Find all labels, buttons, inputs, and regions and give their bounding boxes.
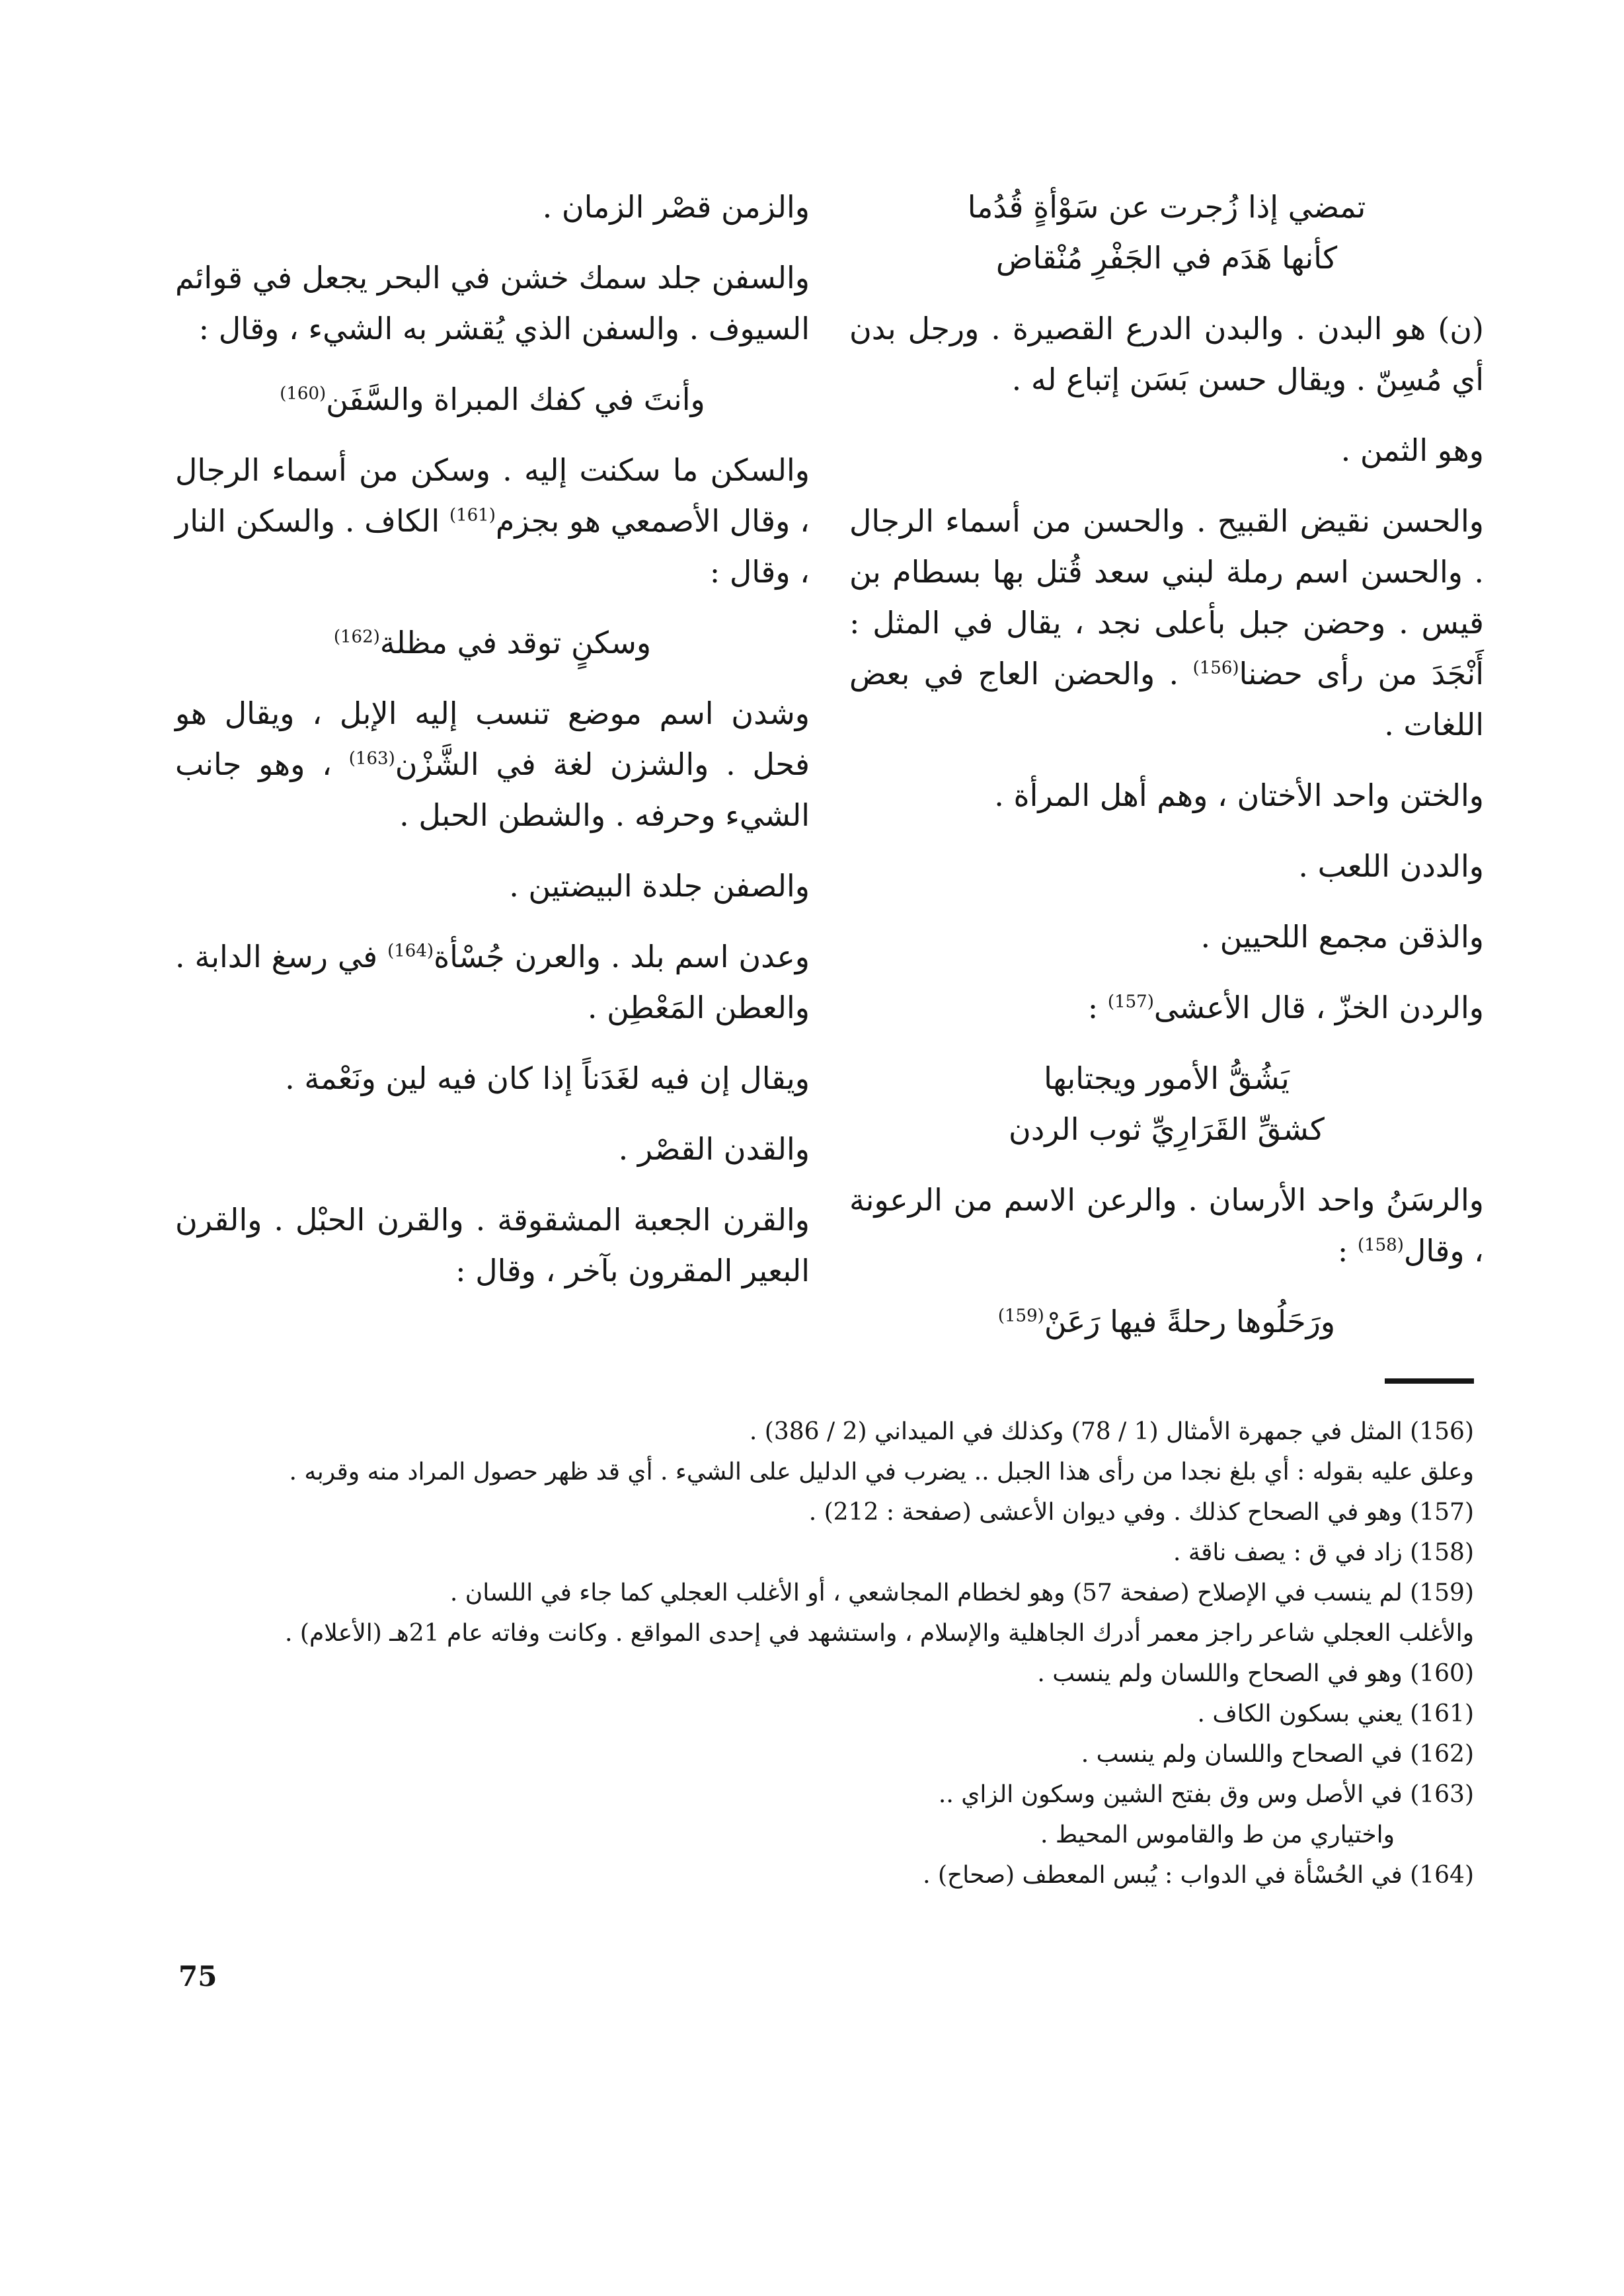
footnote-156: (156) المثل في جمهرة الأمثال (1 / 78) وكذلك في الميداني (2 / 386) .: [749, 1418, 1474, 1445]
paragraph-safan: والسفن جلد سمك خشن في البحر يجعل في قوائم السيوف . والسفن الذي يُقشر به الشيء ، وقال :: [175, 260, 810, 346]
paragraph-ghadan: ويقال إن فيه لغَدَناً إذا كان فيه لين ونَعْمة .: [285, 1060, 810, 1096]
paragraph-badan: (ن) هو البدن . والبدن الدرع القصيرة . ورجل بدن أي مُسِنّ . ويقال حسن بَسَن إتباع له .: [849, 311, 1484, 397]
left-text-column: [175, 182, 810, 1316]
paragraph-qarn: والقرن الجعبة المشقوقة . والقرن الحبْل . والقرن البعير المقرون بآخر ، وقال :: [175, 1202, 810, 1288]
footnote-158: (158) زاد في ق : يصف ناقة .: [1173, 1539, 1474, 1566]
footnote-163-continued: واختياري من ط والقاموس المحيط .: [1040, 1821, 1395, 1848]
verse-3: [849, 1296, 1484, 1347]
footnote-162: (162) في الصحاح واللسان ولم ينسب .: [1081, 1741, 1474, 1768]
paragraph-text: :: [1087, 990, 1108, 1025]
page-number: 75: [178, 1960, 217, 1993]
paragraph-rasan: [849, 1175, 1484, 1277]
footnote-separator: [1385, 1378, 1474, 1384]
verse-4: [175, 374, 810, 425]
verse-line: [175, 374, 810, 425]
paragraph-husn: [849, 496, 1484, 750]
footnote-159: (159) لم ينسب في الإصلاح (صفحة 57) وهو لخطام المجاشعي ، أو الأغلب العجلي كما جاء في اللسان .: [449, 1579, 1474, 1606]
paragraph-text: والسكن ما سكنت إليه . وسكن من أسماء الرجال ، وقال الأصمعي هو بجزم: [175, 452, 810, 539]
footnote-157: (157) وهو في الصحاح كذلك . وفي ديوان الأعشى (صفحة : 212) .: [808, 1499, 1474, 1526]
footnote-161: (161) يعني بسكون الكاف .: [1197, 1700, 1474, 1727]
paragraph-text: والردن الخزّ ، قال الأعشى: [1153, 990, 1484, 1025]
paragraph-text: وعدن اسم بلد . والعرن جُسْأة: [434, 939, 810, 974]
paragraph-khatan: والختن واحد الأختان ، وهم أهل المرأة .: [994, 777, 1484, 813]
paragraph-zaman: والزمن قصْر الزمان .: [542, 189, 810, 225]
paragraph-text: في رسغ الدابة . والعطن المَعْطِن .: [175, 939, 810, 1025]
footnote-160: (160) وهو في الصحاح واللسان ولم ينسب .: [1037, 1660, 1474, 1687]
footnote-ref: (156): [1192, 658, 1239, 678]
paragraph-qadan: والقدن القصْر .: [618, 1131, 810, 1167]
verse-text: وأنتَ في كفك المبراة والسَّفَن: [326, 381, 705, 417]
paragraph-shadan: [175, 688, 810, 841]
verse-line: يَشُقُّ الأمور ويجتابها: [1044, 1060, 1290, 1096]
paragraph-text: :: [1337, 1233, 1358, 1269]
verse-5: [175, 617, 810, 668]
paragraph-dhaqan: والذقن مجمع اللحيين .: [1200, 919, 1484, 955]
verse-line: كشقِّ القَرَارِيِّ ثوب الردن: [1009, 1111, 1325, 1147]
paragraph-sakan: [175, 445, 810, 598]
footnote-164: (164) في الحُسْأة في الدواب : يُبس المعطف (صحاح) .: [923, 1862, 1474, 1889]
paragraph-adan: [175, 931, 810, 1033]
footnote-ref: (157): [1107, 992, 1154, 1012]
verse-line: تمضي إذا زُجرت عن سَوْأةٍ قُدُما: [967, 189, 1366, 225]
verse-2: [849, 1053, 1484, 1155]
footnote-156-comment: وعلق عليه بقوله : أي بلغ نجدا من رأى هذا الجبل .. يضرب في الدليل على الشيء . أي قد ظهر حصول المراد منه وقربه .: [289, 1458, 1474, 1485]
footnote-ref: (163): [348, 748, 395, 769]
paragraph-text: . والحضن العاج في بعض اللغات .: [849, 656, 1484, 742]
paragraph-dadan: والددن اللعب .: [1298, 848, 1484, 884]
paragraph-safn: والصفن جلدة البيضتين .: [509, 868, 810, 904]
footnote-ref: (158): [1357, 1235, 1404, 1255]
paragraph-text: والرسَنُ واحد الأرسان . والرعن الاسم من الرعونة ، وقال: [849, 1182, 1484, 1269]
paragraph-text: وشدن اسم موضع تنسب إليه الإبل ، ويقال هو فحل . والشزن لغة في الشَّزْن: [175, 695, 810, 782]
footnote-ref: (159): [997, 1306, 1044, 1326]
footnote-ref: (164): [387, 941, 434, 961]
footnote-159-continued: والأغلب العجلي شاعر راجز معمر أدرك الجاهلية والإسلام ، واستشهد في إحدى المواقع . وكانت وفاته عام 21هـ (الأعلام) .: [285, 1620, 1474, 1647]
verse-line: [175, 617, 810, 668]
footnote-163: (163) في الأصل وس وق بفتح الشين وسكون الزاي ..: [938, 1781, 1474, 1808]
paragraph-thaman: وهو الثمن .: [1340, 432, 1484, 468]
verse-line: [849, 1296, 1484, 1347]
paragraph-text: ، وهو جانب الشيء وحرفه . والشطن الحبل .: [175, 746, 810, 833]
paragraph-text: والحسن نقيض القبيح . والحسن من أسماء الرجال . والحسن اسم رملة لبني سعد قُتل بها بسطام بن قيس . وحضن جبل بأعلى نجد ، يقال في المثل : أَنْجَدَ من رأى حضنا: [849, 503, 1485, 692]
footnote-ref: (161): [449, 505, 496, 526]
verse-text: وسكنٍ توقد في مظلة: [379, 625, 652, 660]
verse-1: [849, 182, 1484, 284]
paragraph-radan: [849, 982, 1484, 1033]
verse-line: كأنها هَدَم في الجَفْرِ مُنْقاض: [995, 240, 1338, 276]
footnotes: [175, 1411, 1474, 1895]
footnote-ref: (162): [333, 627, 380, 647]
verse-text: ورَحَلُوها رحلةً فيها رَعَنْ: [1044, 1304, 1336, 1339]
right-text-column: [849, 182, 1484, 1367]
paragraph-text: الكاف . والسكن النار ، وقال :: [175, 503, 810, 590]
footnote-ref: (160): [280, 383, 327, 404]
